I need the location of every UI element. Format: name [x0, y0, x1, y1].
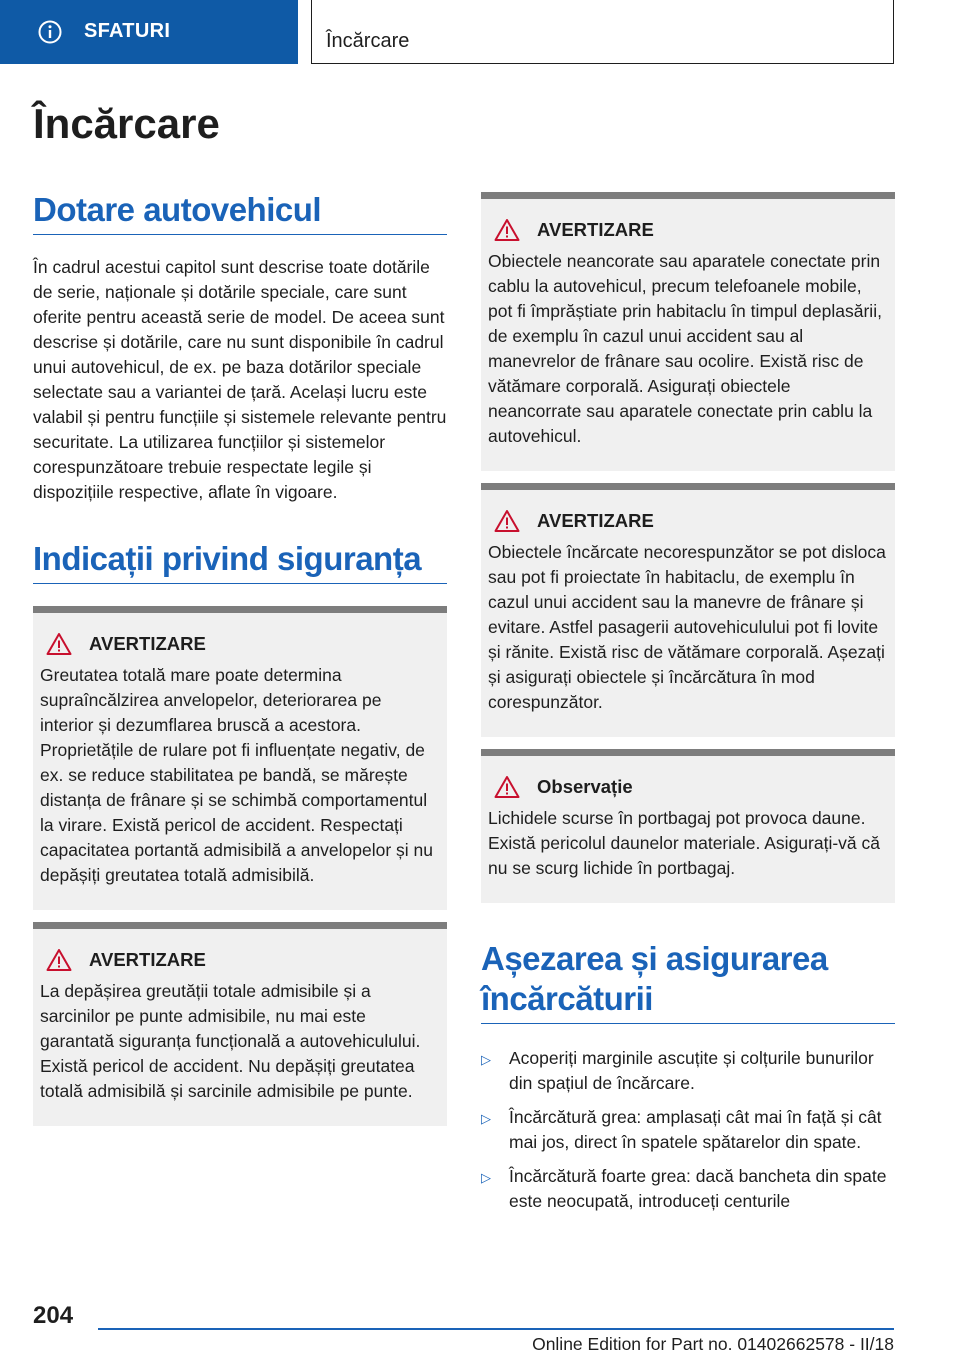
warning-header	[40, 947, 439, 973]
section-tab[interactable]	[0, 0, 298, 64]
chapter-title: Încărcare	[326, 30, 410, 52]
section-heading-safety: Indicații privind siguranța	[33, 539, 447, 584]
warning-title: AVERTIZARE	[89, 949, 206, 970]
warning-box	[481, 192, 895, 471]
note-title: Observație	[537, 776, 633, 797]
warning-header	[40, 631, 439, 657]
warning-title: AVERTIZARE	[537, 510, 654, 531]
section-heading-equipment: Dotare autovehicul	[33, 190, 447, 235]
note-text: Lichidele scurse în portbagaj pot provoca daune. Există pericolul daunelor materiale. Asigurați-vă că nu se scurg lichide în portbagaj.	[488, 808, 880, 878]
page-title: Încărcare	[33, 100, 220, 147]
warning-triangle-icon	[46, 632, 72, 656]
section-tab-label: SFATURI	[84, 20, 171, 42]
left-column	[33, 190, 447, 1126]
warning-triangle-icon	[494, 775, 520, 799]
warning-text: Obiectele neancorate sau aparatele conectate prin cablu la autovehicul, precum telefoanele mobile, pot fi împrăștiate prin habitaclu în timpul deplasării, de exemplu în cazul unui accident sau al manevrelor de frânare sau ocolire. Există risc de vătămare corporală. Asigurați obiectele neancorrate sau aparatele conectate prin cablu la autovehicul.	[488, 251, 882, 446]
steps-list	[481, 1046, 895, 1214]
list-item-text: Încărcătură grea: amplasați cât mai în față și cât mai jos, direct în spatele spătarelor din spate.	[509, 1107, 882, 1152]
warning-triangle-icon	[494, 509, 520, 533]
note-header	[488, 774, 887, 800]
triangle-bullet-icon: ▷	[481, 1052, 491, 1067]
list-item-text: Acoperiți marginile ascuțite și colțurile bunurilor din spațiul de încărcare.	[509, 1048, 874, 1093]
triangle-bullet-icon: ▷	[481, 1111, 491, 1126]
list-item	[481, 1164, 895, 1214]
chapter-header	[311, 0, 894, 64]
warning-box	[481, 483, 895, 737]
right-column	[481, 192, 895, 1223]
warning-box	[33, 606, 447, 910]
note-box	[481, 749, 895, 903]
warning-triangle-icon	[46, 948, 72, 972]
list-item-text: Încărcătură foarte grea: dacă bancheta din spate este neocupată, introduceți centurile	[509, 1166, 887, 1211]
warning-box	[33, 922, 447, 1126]
section-heading-load-securing: Așezarea și asigurarea încărcăturii	[481, 939, 895, 1024]
warning-text: Greutatea totală mare poate determina supraîncălzirea anvelopelor, deteriorarea pe interior și dezumflarea bruscă a acestora. Proprietățile de rulare pot fi influențate negativ, de ex. se reduce stabilitatea pe bandă, se mărește distanța de frânare și se schimbă comportamentul la virare. Există pericol de accident. Respectați capacitatea portantă admisibilă a anvelopelor și nu depășiți greutatea totală admisibilă.	[40, 665, 434, 885]
warning-text: Obiectele încărcate necorespunzător se pot disloca sau pot fi proiectate în habitaclu, de exemplu în cazul unui accident sau la manevre de frânare și evitare. Astfel pasagerii autovehiculului pot fi lovite și rănite. Există risc de vătămare corporală. Așezați și asigurați obiectele și încărcătura în mod corespunzător.	[488, 542, 886, 712]
list-item	[481, 1105, 895, 1155]
warning-text: La depășirea greutății totale admisibile și a sarcinilor pe punte admisibile, nu mai este garantată siguranța funcțională a autovehiculului. Există pericol de accident. Nu depășiți greutatea totală admisibilă și sarcinile admisibile pe punte.	[40, 981, 421, 1101]
info-icon	[38, 20, 62, 44]
equipment-paragraph: În cadrul acestui capitol sunt descrise toate dotările de serie, naționale și dotările speciale, care sunt oferite pentru această serie de model. De aceea sunt descrise și dotările, care nu sunt disponibile în cadrul unui autovehicul, de ex. pe baza dotărilor speciale selectate sau a variantei de țară. Același lucru este valabil și pentru funcțiile și sistemele relevante pentru securitate. La utilizarea funcțiilor și sistemelor corespunzătoare trebuie respectate legile și dispozițiile respective, aflate în vigoare.	[33, 257, 447, 502]
page-number: 204	[33, 1302, 74, 1329]
warning-triangle-icon	[494, 218, 520, 242]
triangle-bullet-icon: ▷	[481, 1170, 491, 1185]
list-item	[481, 1046, 895, 1096]
warning-title: AVERTIZARE	[537, 219, 654, 240]
warning-title: AVERTIZARE	[89, 633, 206, 654]
footer-divider	[98, 1328, 894, 1330]
warning-header	[488, 508, 887, 534]
edition-note: Online Edition for Part no. 01402662578 - II/18	[532, 1334, 894, 1354]
warning-header	[488, 217, 887, 243]
